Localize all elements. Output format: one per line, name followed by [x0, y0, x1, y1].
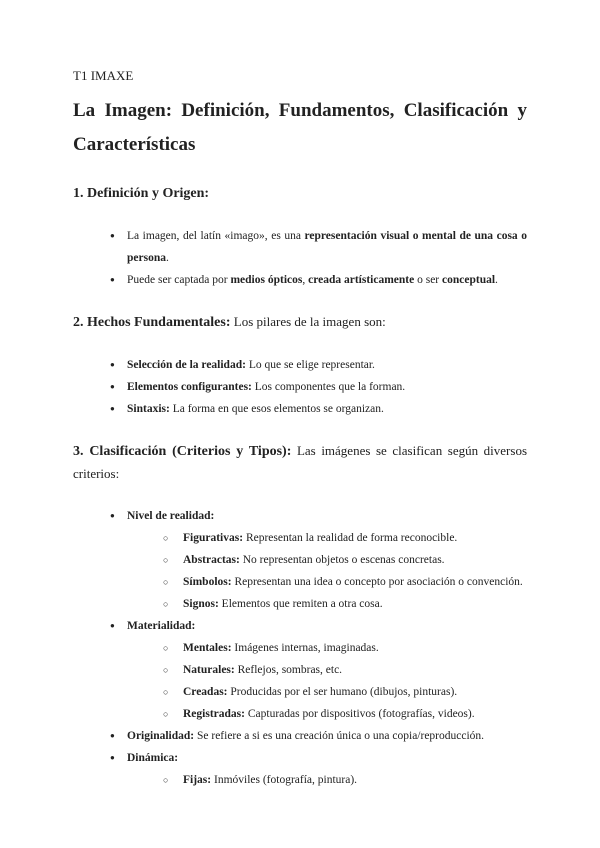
list-item	[73, 376, 527, 398]
section-intro: Las imágenes se clasifican según diversos criterios:	[73, 443, 528, 481]
text: ,	[302, 274, 309, 286]
section-heading: 3. Clasificación (Criterios y Tipos):	[73, 444, 292, 459]
bold-text: Mentales:	[183, 642, 232, 654]
bold-text: Figurativas:	[183, 532, 244, 544]
list-item-nivel	[73, 505, 527, 527]
section-2-list	[73, 354, 527, 420]
bold-text: creada artísticamente	[308, 274, 415, 286]
bold-text: Registradas:	[183, 708, 245, 720]
bold-text: Nivel de realidad:	[127, 510, 215, 522]
text: Se refiere a si es una creación única o una copia/reproducción.	[194, 730, 485, 742]
text: Capturadas por dispositivos (fotografías, videos).	[244, 708, 475, 720]
page-title: La Imagen: Definición, Fundamentos, Clasificación y Características	[73, 100, 527, 155]
document-page	[73, 68, 527, 791]
bold-text: Signos:	[183, 598, 219, 610]
text: Producidas por el ser humano (dibujos, pinturas).	[227, 686, 458, 698]
bold-text: medios ópticos	[230, 274, 303, 286]
sub-list-item	[73, 637, 527, 659]
text: Los componentes que la forman.	[251, 381, 406, 393]
bold-text: Elementos configurantes:	[127, 381, 252, 393]
bold-text: Materialidad:	[127, 620, 196, 632]
text: Lo que se elige representar.	[245, 359, 375, 371]
text: Reflejos, sombras, etc.	[234, 664, 343, 676]
sub-list-item	[73, 703, 527, 725]
list-item-dinamica	[73, 747, 527, 769]
doc-label: T1 IMAXE	[73, 68, 134, 83]
sub-list-item	[73, 659, 527, 681]
bold-text: Fijas:	[183, 774, 212, 786]
text: Representan la realidad de forma reconocible.	[243, 532, 458, 544]
section-2-heading	[73, 311, 527, 334]
text: La forma en que esos elementos se organizan.	[169, 403, 384, 415]
sub-list-item	[73, 681, 527, 703]
bold-text: Creadas:	[183, 686, 228, 698]
text: No representan objetos o escenas concretas.	[239, 554, 445, 566]
bold-text: Sintaxis:	[127, 403, 170, 415]
list-item	[73, 269, 527, 291]
section-heading: 2. Hechos Fundamentales:	[73, 315, 231, 330]
text: Inmóviles (fotografía, pintura).	[211, 774, 358, 786]
sub-list-item	[73, 571, 527, 593]
section-3-list	[73, 505, 527, 791]
list-item	[73, 354, 527, 376]
list-item-materialidad	[73, 615, 527, 637]
sub-list-item	[73, 527, 527, 549]
sub-list-item	[73, 769, 527, 791]
list-item	[73, 225, 527, 269]
section-1-heading	[73, 182, 527, 205]
bold-text: Símbolos:	[183, 576, 232, 588]
text: Puede ser captada por	[127, 274, 231, 286]
bold-text: Abstractas:	[183, 554, 240, 566]
bold-text: conceptual	[442, 274, 496, 286]
sub-list-item	[73, 593, 527, 615]
text: Imágenes internas, imaginadas.	[231, 642, 379, 654]
text: Elementos que remiten a otra cosa.	[218, 598, 383, 610]
sub-list-item	[73, 549, 527, 571]
text: o ser	[414, 274, 443, 286]
bold-text: Dinámica:	[127, 752, 179, 764]
text: La imagen, del latín «imago», es una	[127, 230, 305, 242]
section-intro: Los pilares de la imagen son:	[230, 314, 386, 329]
bold-text: Selección de la realidad:	[127, 359, 246, 371]
bold-text: Originalidad:	[127, 730, 195, 742]
bold-text: Naturales:	[183, 664, 235, 676]
text: Representan una idea o concepto por asociación o convención.	[231, 576, 523, 588]
list-item	[73, 398, 527, 420]
list-item-originalidad	[73, 725, 527, 747]
bold-text: representación visual o mental de una cosa o persona	[127, 230, 527, 264]
section-1-list	[73, 225, 527, 291]
section-heading: 1. Definición y Origen:	[73, 186, 210, 201]
text: .	[495, 274, 498, 286]
text: .	[165, 252, 169, 264]
section-3-heading	[73, 440, 527, 485]
